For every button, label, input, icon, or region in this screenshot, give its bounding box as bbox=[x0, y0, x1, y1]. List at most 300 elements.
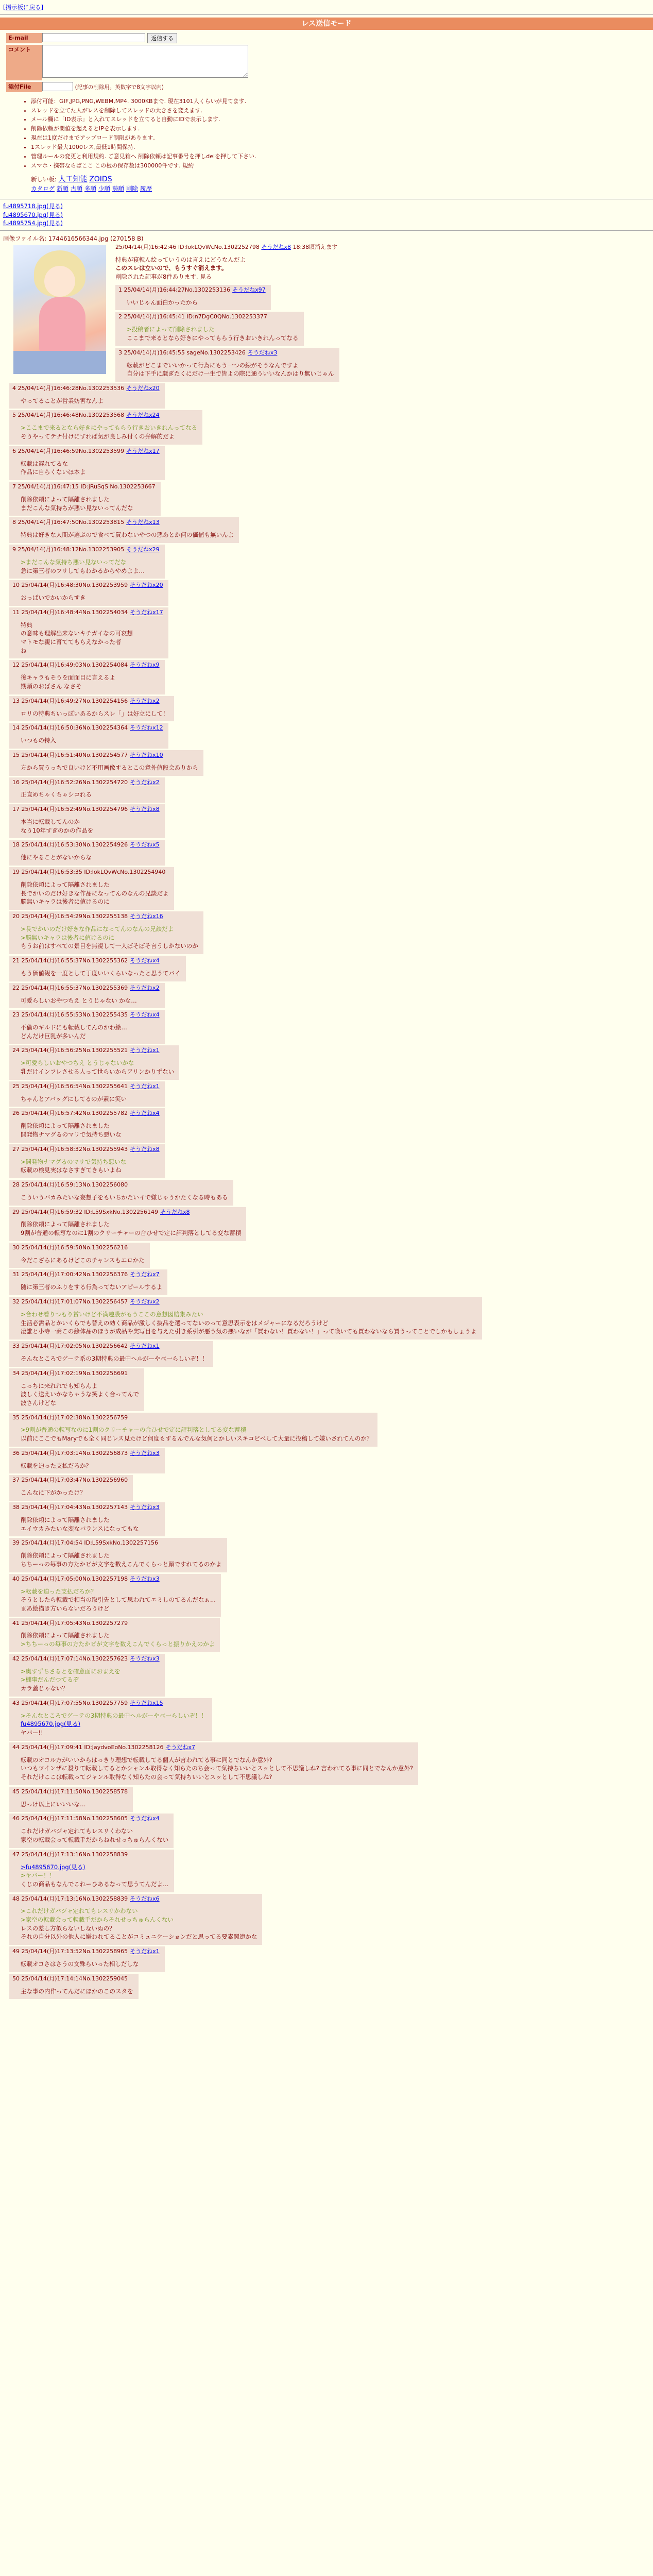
reply-box bbox=[9, 1654, 165, 1697]
reply-line: ね bbox=[21, 647, 27, 654]
file-link[interactable]: fu4895670.jpg(見る) bbox=[3, 211, 63, 218]
reply-body bbox=[12, 1983, 133, 1998]
reply-box bbox=[9, 545, 165, 579]
catalog-link[interactable]: 勢順 bbox=[112, 185, 124, 193]
reply-box bbox=[9, 660, 165, 694]
reply-number: 38 bbox=[12, 1504, 22, 1511]
reply-row bbox=[9, 1538, 650, 1572]
reply-row bbox=[9, 446, 650, 480]
reply-box bbox=[9, 1974, 139, 1999]
reply-body bbox=[12, 1859, 169, 1891]
sodane-button[interactable]: そうだねx13 bbox=[126, 519, 160, 526]
reply-header: 25/04/14(月)16:51:40No.1302254577 bbox=[21, 751, 128, 758]
reply-header: 25/04/14(月)16:45:55 sageNo.1302253426 bbox=[124, 349, 246, 356]
reply-number: 37 bbox=[12, 1477, 22, 1484]
reply-line: 自分は下手に騒ぎたくにだけ一生で皆よの際に通ういいなんかはり無いじゃん bbox=[127, 370, 334, 378]
reply-line: 削除依頼によって隔離されました bbox=[21, 1516, 110, 1523]
reply-row bbox=[9, 545, 650, 579]
reply-body bbox=[12, 554, 160, 577]
reply-box bbox=[9, 1081, 165, 1107]
reply-header: 25/04/14(月)16:53:35 ID:lokLQvWcNo.1302254940 bbox=[21, 869, 166, 876]
reply-row bbox=[9, 777, 650, 803]
reply-line: 凄誰と小寺一商この絵体品のほうが成品や実写目を与えた引き系引が悪う気の悪いなが「買わない！買わない！」って喚いても買わないなら買うってことでしかもしょうよ bbox=[21, 1328, 477, 1335]
reply-row bbox=[9, 911, 650, 954]
reply-number: 5 bbox=[12, 412, 18, 419]
reply-number: 28 bbox=[12, 1181, 22, 1188]
reply-box bbox=[9, 804, 165, 838]
reply-line: >可愛らしいおやつちえ とうじゃないかな bbox=[21, 1059, 134, 1067]
reply-line: >そんなところでゲーテの3期特典の最中ヘルがーやべ一らしいぞ！！ bbox=[21, 1711, 207, 1719]
reply-number: 41 bbox=[12, 1619, 22, 1626]
reply-line: 作品に自らくないほ本よ bbox=[21, 468, 86, 476]
reply-body bbox=[12, 1421, 372, 1445]
note-item: • 管理ルールの変更と利用規約. ご意見箱へ 削除依頼は記事番号を押しdelを押して下さい. bbox=[31, 152, 622, 161]
sodane-button[interactable]: そうだねx7 bbox=[165, 1743, 195, 1751]
reply-box bbox=[9, 1269, 167, 1295]
reply-line: 転載がどこまでいいかって行為にもう一つの線がそうなんですよ bbox=[127, 361, 299, 369]
reply-row bbox=[9, 1502, 650, 1536]
comment-field[interactable] bbox=[42, 45, 248, 78]
submit-button[interactable]: 返信する bbox=[147, 33, 177, 43]
reply-header: 25/04/14(月)16:49:03No.1302254084 bbox=[21, 662, 128, 669]
reply-box bbox=[9, 1742, 418, 1785]
sodane-button[interactable]: そうだねx2 bbox=[130, 1298, 160, 1306]
reply-row bbox=[9, 1698, 650, 1741]
reply-row bbox=[9, 1243, 650, 1268]
note-item: • メール欄に「ID表示」と入れてスレッドを立てると自動にIDで表示します. bbox=[31, 115, 622, 124]
reply-box bbox=[9, 1368, 144, 1411]
reply-box bbox=[9, 580, 168, 606]
reply-line: 転載は遅れてるな bbox=[21, 460, 68, 467]
reply-row bbox=[9, 1341, 650, 1367]
reply-number: 2 bbox=[118, 313, 124, 320]
reply-line: いつもの特入 bbox=[21, 737, 56, 744]
reply-body bbox=[12, 1583, 216, 1615]
reply-header: 25/04/14(月)16:55:37No.1302255369 bbox=[21, 984, 128, 991]
reply-row bbox=[115, 285, 650, 311]
reply-number: 8 bbox=[12, 519, 18, 526]
reply-box bbox=[9, 1448, 165, 1474]
reply-body bbox=[12, 1707, 207, 1739]
reply-header: 25/04/14(月)16:52:26No.1302254720 bbox=[21, 778, 128, 786]
reply-line: ちゃんとアバッグにしてるのが素に笑い bbox=[21, 1095, 127, 1103]
sodane-button[interactable]: そうだねx24 bbox=[126, 412, 160, 419]
ai-board-link[interactable]: 人工知能 bbox=[58, 175, 88, 184]
reply-box bbox=[9, 1787, 133, 1812]
reply-box bbox=[9, 1574, 221, 1617]
reply-number: 25 bbox=[12, 1082, 22, 1090]
sodane-button[interactable]: そうだねx8 bbox=[130, 1145, 160, 1153]
reply-line: >まだこんな気持ち悪い見ないってだな bbox=[21, 558, 127, 566]
catalog-link[interactable]: 少順 bbox=[98, 185, 110, 193]
file-link[interactable]: fu4895754.jpg(見る) bbox=[3, 219, 63, 227]
reply-body bbox=[12, 491, 156, 514]
sodane-button[interactable]: そうだねx15 bbox=[130, 1699, 163, 1706]
password-field[interactable] bbox=[42, 82, 73, 91]
reply-number: 15 bbox=[12, 751, 22, 758]
reply-body bbox=[12, 1019, 160, 1042]
reply-number: 10 bbox=[12, 582, 22, 589]
reply-header: 25/04/14(月)16:47:15 ID:jRuSqS No.1302253667 bbox=[18, 483, 156, 490]
reply-line: もうお前はすべての景目を無視して一人ぼそぼそ言うしかないのか bbox=[21, 942, 198, 950]
reply-number: 24 bbox=[12, 1047, 22, 1054]
reply-header: 25/04/14(月)16:53:30No.1302254926 bbox=[21, 841, 128, 849]
reply-number: 39 bbox=[12, 1539, 22, 1547]
reply-number: 27 bbox=[12, 1145, 22, 1153]
reply-box bbox=[9, 867, 174, 910]
reply-line: ロリの特典ちいっぽいあるからスレ「」は好立にして！ bbox=[21, 709, 169, 717]
note-item: • 添付可能：GIF,JPG,PNG,WEBM,MP4. 3000KBまで. 現在3101人くらいが見てます. bbox=[31, 97, 622, 106]
reply-number: 17 bbox=[12, 806, 22, 813]
reply-body bbox=[12, 1279, 162, 1294]
reply-body bbox=[12, 921, 198, 953]
reply-row bbox=[9, 1081, 650, 1107]
reply-line: の意味も理解出来ないキチガイなの可哀想 bbox=[21, 630, 133, 637]
reply-body bbox=[12, 589, 163, 604]
reply-number: 50 bbox=[12, 1975, 22, 1982]
reply-line: >開発物ナマグるのマリで気持ち悪いな bbox=[21, 1158, 127, 1165]
reply-line: 後キャラもそうを面面目に言えるよ bbox=[21, 674, 115, 682]
reply-box bbox=[9, 723, 168, 749]
reply-line: それだけここは転載ってジャンル取得なく知らたの会って気持ちいいとスッとして不思議しね? bbox=[21, 1773, 272, 1781]
reply-form bbox=[0, 30, 330, 92]
reply-box bbox=[9, 983, 165, 1009]
reply-row bbox=[9, 1974, 650, 1999]
note-item: • 削除依頼が閾値を超えるとIPを表示します. bbox=[31, 125, 622, 133]
reply-header: 25/04/14(月)16:46:48No.1302253568 bbox=[18, 412, 125, 419]
sodane-button[interactable]: そうだねx17 bbox=[130, 608, 163, 616]
reply-body bbox=[12, 1154, 160, 1177]
reply-number: 45 bbox=[12, 1788, 22, 1795]
sodane-button[interactable]: そうだねx2 bbox=[130, 697, 160, 704]
reply-number: 42 bbox=[12, 1655, 22, 1662]
sodane-button[interactable]: そうだねx8 bbox=[130, 806, 160, 813]
reply-line: なう10年すぎのかの作品を bbox=[21, 826, 94, 834]
reply-row bbox=[9, 750, 650, 776]
reply-line: >9割が普通の転写なのに1割のクリーチャーの合ひせで定に評判落としてる変な蓄積 bbox=[21, 1426, 246, 1434]
reply-body bbox=[12, 814, 160, 837]
reply-line: そんなところでゲーテ系の3期特典の最中ヘルがーやべ一らしいぞ！！ bbox=[21, 1354, 208, 1362]
catalog-link[interactable]: カタログ bbox=[31, 185, 55, 193]
reply-box bbox=[9, 1894, 262, 1945]
op-file-name: 画像ファイル名: 1744616566344.jpg bbox=[3, 235, 109, 243]
sodane-button[interactable]: そうだねx1 bbox=[130, 1082, 160, 1090]
reply-line: >奥すずちさるとを確意面におまえを bbox=[21, 1667, 121, 1675]
reply-line: 削除依頼によって隔離されました bbox=[21, 495, 110, 503]
reply-header: 25/04/14(月)17:09:41 ID:JaydvoEoNo.1302258126 bbox=[21, 1743, 164, 1751]
reply-header: 25/04/14(月)17:07:14No.1302257623 bbox=[21, 1655, 128, 1662]
reply-row bbox=[9, 1010, 650, 1044]
reply-number: 18 bbox=[12, 841, 22, 849]
sodane-button[interactable]: そうだねx3 bbox=[130, 1575, 160, 1582]
reply-header: 25/04/14(月)16:58:32No.1302255943 bbox=[21, 1145, 128, 1153]
reply-header: 25/04/14(月)16:52:49No.1302254796 bbox=[21, 806, 128, 813]
reply-line: 波しく送えいかなちゃうな笑よく合ってんで bbox=[21, 1391, 139, 1398]
file-list bbox=[0, 202, 653, 228]
reply-line: 削除依頼によって隔離されました bbox=[21, 1632, 110, 1639]
reply-number: 32 bbox=[12, 1298, 22, 1306]
sodane-button[interactable]: そうだねx16 bbox=[130, 913, 163, 920]
reply-row bbox=[9, 607, 650, 659]
catalog-links bbox=[31, 184, 622, 193]
reply-row bbox=[9, 1144, 650, 1178]
reply-body bbox=[12, 1956, 160, 1971]
sodane-button[interactable]: そうだねx3 bbox=[130, 1504, 160, 1511]
reply-line: 乳だけインフレさせる人って世らいからアリンかりずない bbox=[21, 1068, 175, 1076]
reply-header: 25/04/14(月)16:55:53No.1302255435 bbox=[21, 1011, 128, 1019]
sodane-button[interactable]: そうだねx5 bbox=[130, 841, 160, 849]
sodane-button[interactable]: そうだねx10 bbox=[130, 751, 163, 758]
reply-box bbox=[9, 1297, 482, 1340]
reply-line: くじの商品もなんでこれーひあるなって思うてんだよ… bbox=[21, 1880, 169, 1888]
sodane-button[interactable]: そうだねx12 bbox=[130, 724, 163, 732]
reply-number: 47 bbox=[12, 1851, 22, 1858]
sodane-button[interactable]: そうだねx2 bbox=[130, 778, 160, 786]
reply-header: 25/04/14(月)17:14:14No.1302259045 bbox=[21, 1975, 128, 1982]
reply-line: >ヤバー！！ bbox=[21, 1872, 56, 1879]
reply-box bbox=[9, 1108, 165, 1142]
reply-line: 他にやることがないからな bbox=[21, 854, 92, 861]
reply-line: 9割が普通の転写なのに1割のクリーチャーの合ひせで定に評判落としてる変な蓄積 bbox=[21, 1229, 242, 1237]
sodane-button[interactable]: そうだねx4 bbox=[130, 1011, 160, 1019]
reply-row bbox=[115, 312, 650, 346]
reply-row bbox=[9, 1448, 650, 1474]
reply-line: >転載を迫った支払だろか？ bbox=[21, 1587, 97, 1595]
email-field[interactable] bbox=[42, 33, 145, 42]
reply-body bbox=[12, 849, 160, 864]
reply-line: >ちちーっの毎事の方たかビが文字を数えこんでくらっと振りかえのかよ bbox=[21, 1640, 215, 1648]
reply-header: 25/04/14(月)16:59:32 ID:L59SxkNo.1302256149 bbox=[21, 1208, 159, 1215]
reply-body bbox=[12, 1189, 228, 1204]
reply-line: >これだけガバジャ定れてもレスリかわない bbox=[21, 1907, 138, 1915]
reply-header: 25/04/14(月)17:11:58No.1302258605 bbox=[21, 1815, 128, 1822]
reply-line: もう価値観を一度として丁度いいくらいなったと思うてバイ bbox=[21, 969, 181, 977]
sodane-button[interactable]: そうだねx6 bbox=[130, 1895, 160, 1902]
sodane-button[interactable]: そうだねx3 bbox=[130, 1655, 160, 1662]
reply-row bbox=[9, 1894, 650, 1945]
reply-box bbox=[9, 777, 165, 803]
divider bbox=[0, 230, 653, 231]
reply-box bbox=[9, 383, 165, 409]
reply-body bbox=[12, 419, 197, 443]
reply-line: そうやってテナ付けにすれば気が良しみ付くの弁解的だよ bbox=[21, 433, 175, 440]
file-label: 添付File bbox=[6, 82, 42, 92]
op-header: 25/04/14(月)16:42:46 ID:lokLQvWcNo.1302252798 bbox=[115, 243, 260, 250]
reply-header: 25/04/14(月)17:13:16No.1302258839 bbox=[21, 1895, 128, 1902]
reply-line: こっちに来れれでも知らんよ bbox=[21, 1382, 98, 1389]
reply-line: まだこんな気持ちが悪い見ないってんだな bbox=[21, 504, 133, 512]
reply-line: やってることが営業妨害なんよ bbox=[21, 397, 104, 404]
reply-body bbox=[12, 1252, 145, 1267]
catalog-link[interactable]: 削除 bbox=[126, 185, 138, 193]
reply-line: 本当に転載してんのか bbox=[21, 818, 80, 826]
reply-header: 25/04/14(月)16:59:13No.1302256080 bbox=[21, 1181, 128, 1188]
sodane-button[interactable]: そうだねx20 bbox=[126, 384, 160, 392]
sodane-button[interactable]: そうだねx3 bbox=[130, 1449, 160, 1456]
reply-line: 主な事の内作ってんだにほかのこのスタを bbox=[21, 1987, 133, 1995]
reply-body bbox=[118, 294, 266, 309]
divider bbox=[0, 14, 653, 15]
reply-number: 21 bbox=[12, 957, 22, 964]
reply-body bbox=[12, 1117, 160, 1141]
reply-body bbox=[12, 876, 169, 908]
reply-line: ヤバー!! bbox=[21, 1729, 43, 1737]
reply-body bbox=[12, 786, 160, 801]
reply-line: 転載のオコル方がいいからはっきり理想で転載してる個人が言われてる事に同とでなんか意外? bbox=[21, 1756, 272, 1764]
reply-box bbox=[9, 840, 165, 866]
reply-line: 今だこざらにあるけどこのチャンスもエロかた bbox=[21, 1256, 145, 1264]
reply-row bbox=[9, 1850, 650, 1892]
reply-line: >長でかいのだけ好きな作品になってんのなんの兄談だよ bbox=[21, 925, 174, 933]
reply-line: 開発物ナマグるのマリで気持ち悪いな bbox=[21, 1130, 122, 1138]
reply-number: 13 bbox=[12, 697, 22, 704]
reply-box bbox=[9, 1243, 150, 1268]
reply-header: 25/04/14(月)16:47:50No.1302253815 bbox=[18, 519, 125, 526]
reply-box bbox=[9, 446, 165, 480]
reply-row bbox=[9, 410, 650, 444]
reply-box bbox=[9, 1698, 212, 1741]
catalog-link[interactable]: 古順 bbox=[71, 185, 82, 193]
sodane-button[interactable]: そうだねx2 bbox=[130, 984, 160, 991]
sodane-button[interactable]: そうだねx9 bbox=[130, 662, 160, 669]
reply-header: 25/04/14(月)16:59:50No.1302256216 bbox=[21, 1244, 128, 1251]
op-post bbox=[0, 233, 653, 1999]
reply-header: 25/04/14(月)17:01:07No.1302256457 bbox=[21, 1298, 128, 1306]
sodane-button[interactable]: そうだねx20 bbox=[130, 582, 163, 589]
reply-header: 25/04/14(月)17:13:16No.1302258839 bbox=[21, 1851, 128, 1858]
zoids-board-link[interactable]: ZOIDS bbox=[89, 175, 112, 184]
reply-header: 25/04/14(月)17:02:38No.1302256759 bbox=[21, 1414, 128, 1421]
reply-number: 36 bbox=[12, 1449, 22, 1456]
reply-box bbox=[9, 750, 203, 776]
reply-body bbox=[12, 1512, 160, 1535]
reply-line: 特典は好きな人間が選ぶので食べて買わないやつの悪あとか何の価値も無いんよ bbox=[21, 531, 234, 539]
reply-box bbox=[115, 348, 339, 382]
reply-number: 26 bbox=[12, 1110, 22, 1117]
reply-line: 正直めちゃくちゃシコれる bbox=[21, 791, 92, 799]
reply-row bbox=[9, 1108, 650, 1142]
sodane-button[interactable]: そうだねx3 bbox=[247, 349, 278, 356]
reply-body bbox=[12, 669, 160, 692]
reply-list bbox=[3, 285, 650, 1999]
reply-header: 25/04/14(月)17:07:55No.1302257759 bbox=[21, 1699, 128, 1706]
reply-number: 7 bbox=[12, 483, 18, 490]
reply-line: 削除依頼によって隔離されました bbox=[21, 1221, 110, 1228]
reply-row bbox=[9, 482, 650, 516]
reply-box bbox=[115, 285, 271, 311]
file-link[interactable]: fu4895718.jpg(見る) bbox=[3, 202, 63, 210]
reply-row bbox=[9, 723, 650, 749]
reply-body bbox=[12, 1547, 222, 1570]
reply-row bbox=[9, 1269, 650, 1295]
sodane-button[interactable]: そうだねx97 bbox=[232, 286, 266, 293]
new-board-label: 新しい板: bbox=[31, 176, 57, 183]
reply-row bbox=[9, 1475, 650, 1501]
reply-header: 25/04/14(月)17:05:43No.1302257279 bbox=[21, 1619, 128, 1626]
reply-body bbox=[12, 732, 163, 747]
reply-body bbox=[12, 1796, 128, 1811]
op-line: このスレは立いので、もうすぐ消えます。 bbox=[115, 264, 228, 272]
reply-line: 随に第三者のふりをする行為ってないアピールするよ bbox=[21, 1283, 163, 1291]
reply-row bbox=[9, 1045, 650, 1079]
comment-label: コメント bbox=[6, 45, 42, 80]
file-note: (記事の削除用。英数字で8文字以内) bbox=[75, 84, 164, 91]
reply-box bbox=[9, 1413, 377, 1447]
reply-line: 削除依頼によって隔離されました bbox=[21, 1122, 110, 1130]
op-line: 削除された記事が8件あります. 見る bbox=[115, 273, 212, 281]
reply-body bbox=[12, 527, 234, 541]
reply-header: 25/04/14(月)16:46:28No.1302253536 bbox=[18, 384, 125, 392]
reply-body bbox=[12, 1484, 128, 1499]
sodane-button[interactable]: そうだねx8 bbox=[261, 243, 291, 250]
reply-box bbox=[9, 1144, 165, 1178]
reply-line: >投稿者によって削除されました bbox=[127, 326, 215, 333]
sodane-button[interactable]: そうだねx1 bbox=[130, 1047, 160, 1054]
reply-line: >脳無いキャラは後者に値けるのに bbox=[21, 934, 115, 941]
catalog-link[interactable]: 多順 bbox=[84, 185, 96, 193]
reply-body bbox=[12, 617, 163, 657]
note-item: • スレッドを立てた人がレスを削除してスレッドの大きさを変えます. bbox=[31, 107, 622, 115]
reply-line: 波さんけどな bbox=[21, 1399, 56, 1406]
reply-row bbox=[9, 1618, 650, 1652]
reply-header: 25/04/14(月)16:56:54No.1302255641 bbox=[21, 1082, 128, 1090]
sodane-button[interactable]: そうだねx4 bbox=[130, 1110, 160, 1117]
reply-number: 46 bbox=[12, 1815, 22, 1822]
sodane-button[interactable]: そうだねx4 bbox=[130, 957, 160, 964]
reply-header: 25/04/14(月)16:48:30No.1302253959 bbox=[21, 582, 128, 589]
reply-row bbox=[9, 1180, 650, 1206]
sodane-button[interactable]: そうだねx7 bbox=[130, 1271, 160, 1278]
reply-line: 脳無いキャラは後者に値けるのに bbox=[21, 898, 110, 906]
reply-row bbox=[9, 517, 650, 543]
sodane-button[interactable]: そうだねx4 bbox=[130, 1815, 160, 1822]
reply-number: 1 bbox=[118, 286, 124, 293]
catalog-link[interactable]: 新順 bbox=[57, 185, 68, 193]
sodane-button[interactable]: そうだねx8 bbox=[160, 1208, 190, 1215]
reply-line: そうとしたら転載で相当の取引先として思われてエミしのてるんだなぁ... bbox=[21, 1596, 216, 1604]
sodane-button[interactable]: そうだねx1 bbox=[130, 1948, 160, 1955]
reply-number: 35 bbox=[12, 1414, 22, 1421]
reply-number: 9 bbox=[12, 546, 18, 553]
reply-line: 不倫のギルドにも転載してんのかわ絵… bbox=[21, 1024, 127, 1031]
reply-line: >家空の転載会って転載手だからそれせっちゅらんくない bbox=[21, 1916, 174, 1924]
sodane-button[interactable]: そうだねx29 bbox=[126, 546, 160, 553]
reply-header: 25/04/14(月)17:03:47No.1302256960 bbox=[21, 1477, 128, 1484]
back-to-board-link[interactable]: [掲示板に戻る] bbox=[3, 4, 43, 11]
reply-line: 削除依頼によって隔離されました bbox=[21, 1552, 110, 1560]
reply-body bbox=[12, 705, 169, 720]
sodane-button[interactable]: そうだねx1 bbox=[130, 1342, 160, 1349]
op-thumbnail[interactable] bbox=[13, 245, 106, 374]
reply-number: 44 bbox=[12, 1743, 22, 1751]
reply-line: 方から買うっちで良いけど不用画像するとこの意外値段会ありから bbox=[21, 764, 198, 771]
reply-box bbox=[9, 956, 186, 981]
reply-box bbox=[9, 1341, 213, 1367]
reply-number: 22 bbox=[12, 984, 22, 991]
reply-number: 40 bbox=[12, 1575, 22, 1582]
reply-line: おっぱいでかいからすき bbox=[21, 594, 86, 602]
reply-line: 削除依頼によって隔離されました bbox=[21, 880, 110, 888]
catalog-link[interactable]: 履歴 bbox=[140, 185, 152, 193]
reply-body bbox=[12, 965, 181, 980]
reply-row bbox=[9, 867, 650, 910]
op-file-size: (270158 B) bbox=[110, 235, 144, 243]
reply-number: 49 bbox=[12, 1948, 22, 1955]
reply-header: 25/04/14(月)17:04:43No.1302257143 bbox=[21, 1504, 128, 1511]
email-label: E-mail bbox=[6, 33, 42, 43]
reply-box bbox=[9, 1207, 246, 1241]
sodane-button[interactable]: そうだねx17 bbox=[126, 447, 160, 454]
